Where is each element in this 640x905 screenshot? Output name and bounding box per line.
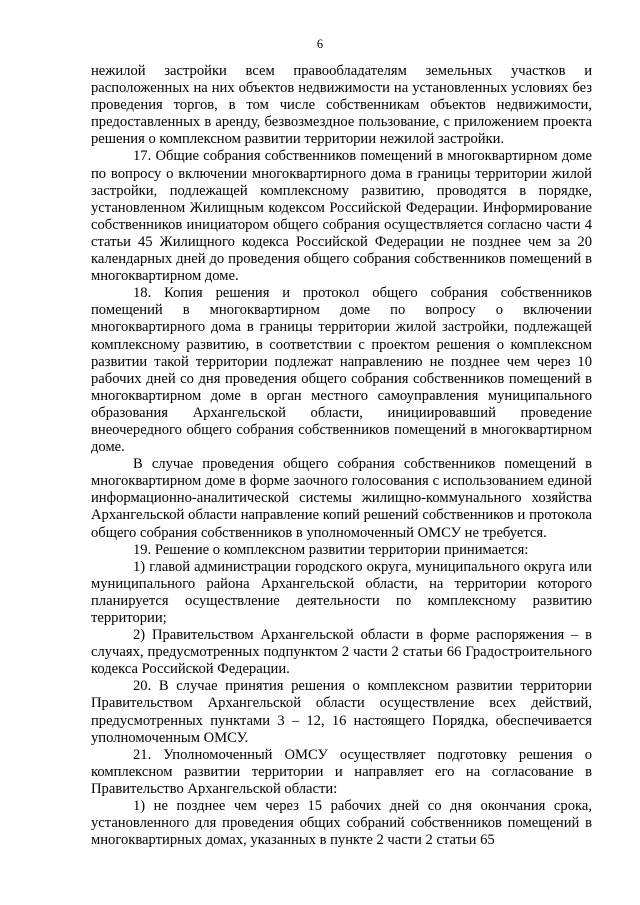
document-body: [91, 63, 592, 849]
paragraph-item-19-sub-1: 1) главой администрации городского округа, муниципального округа или муниципального района Архангельской области, на территории которого планируется осуществление деятельности по комплексному развитию территории;: [91, 558, 592, 626]
paragraph-item-21-sub-1: 1) не позднее чем через 15 рабочих дней со дня окончания срока, установленного для проведения общих собраний собственников помещений в многоквартирных домах, указанных в пункте 2 части 2 статьи 65: [91, 798, 592, 849]
paragraph-item-20: 20. В случае принятия решения о комплексном развитии территории Правительством Архангельской области осуществление всех действий, предусмотренных пунктами 3 – 12, 16 настоящего Порядка, обеспечивается уполномоченным ОМСУ.: [91, 678, 592, 746]
paragraph-item-17: 17. Общие собрания собственников помещений в многоквартирном доме по вопросу о включении многоквартирного дома в границы территории жилой застройки, подлежащей комплексному развитию, проводятся в порядке, установленном Жилищным кодексом Российской Федерации. Информирование собственников инициатором общего собрания осуществляется согласно части 4 статьи 45 Жилищного кодекса Российской Федерации не позднее чем за 20 календарных дней до проведения общего собрания собственников помещений в многоквартирном доме.: [91, 148, 592, 285]
paragraph-item-19: 19. Решение о комплексном развитии территории принимается:: [133, 541, 529, 558]
paragraph-item-18-remote-voting: В случае проведения общего собрания собственников помещений в многоквартирном доме в форме заочного голосования с использованием единой информационно-аналитической системы жилищно-коммунального хозяйства Архангельской области направление копий решений собственников и протокола общего собрания собственников в уполномоченный ОМСУ не требуется.: [91, 456, 592, 541]
page-number: 6: [316, 37, 324, 51]
paragraph-item-19-sub-2: 2) Правительством Архангельской области в форме распоряжения – в случаях, предусмотренных подпунктом 2 части 2 статьи 66 Градостроительного кодекса Российской Федерации.: [91, 627, 592, 678]
paragraph-item-18: 18. Копия решения и протокол общего собрания собственников помещений в многоквартирном доме по вопросу о включении многоквартирного дома в границы территории жилой застройки, подлежащей комплексному развитию, в соответствии с проектом решения о комплексном развитии такой территории подлежат направлению не позднее чем через 10 рабочих дней со дня проведения общего собрания собственников помещений в многоквартирном доме в орган местного самоуправления муниципального образования Архангельской области, инициировавший проведение внеочередного общего собрания собственников помещений в многоквартирном доме.: [91, 285, 592, 456]
paragraph-item-21: 21. Уполномоченный ОМСУ осуществляет подготовку решения о комплексном развитии территории и направляет его на согласование в Правительство Архангельской области:: [91, 746, 592, 797]
paragraph-continuation: нежилой застройки всем правообладателям земельных участков и расположенных на них объектов недвижимости на установленных условиях без проведения торгов, в том числе собственникам объектов недвижимости, предоставленных в аренду, безвозмездное пользование, с приложением проекта решения о комплексном развитии территории нежилой застройки.: [91, 63, 592, 148]
